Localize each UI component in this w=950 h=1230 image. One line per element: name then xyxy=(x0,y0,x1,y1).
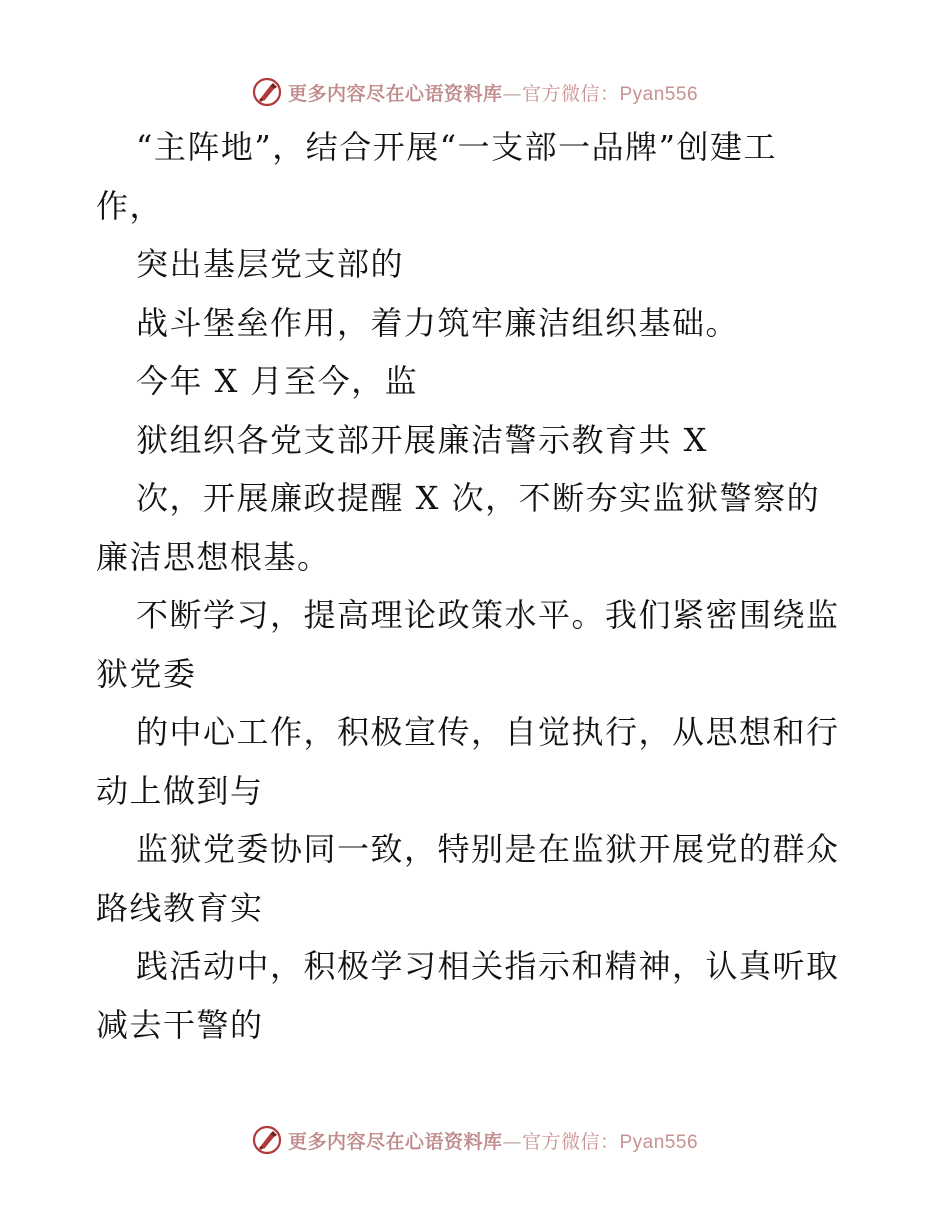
header-dash: — xyxy=(502,82,522,105)
text-line: 监狱党委协同一致，特别是在监狱开展党的群众 xyxy=(136,830,840,868)
text-line: 狱党委 xyxy=(96,654,197,693)
footer-banner xyxy=(0,1120,950,1160)
text-line: 减去干警的 xyxy=(96,1005,264,1044)
header-prefix: 更多内容尽在心语资料库 xyxy=(287,82,503,105)
body-text xyxy=(96,118,866,1054)
footer-text xyxy=(288,1127,698,1154)
text-line: 廉洁思想根基。 xyxy=(96,537,331,576)
header-banner xyxy=(0,72,950,112)
text-line: 践活动中，积极学习相关指示和精神，认真听取 xyxy=(136,947,840,985)
pen-nib-logo-icon xyxy=(252,1125,282,1155)
text-line: “主阵地”，结合开展“一支部一品牌”创建工 xyxy=(136,128,777,166)
text-line: 动上做到与 xyxy=(96,771,264,810)
text-line: 今年 X 月至今，监 xyxy=(136,362,419,400)
text-line: 不断学习，提高理论政策水平。我们紧密围绕监 xyxy=(136,596,840,634)
footer-prefix: 更多内容尽在心语资料库 xyxy=(287,1130,503,1153)
pen-nib-logo-icon xyxy=(252,77,282,107)
text-line: 狱组织各党支部开展廉洁警示教育共 X xyxy=(136,420,708,459)
text-line: 路线教育实 xyxy=(96,888,264,927)
text-line: 次，开展廉政提醒 X 次，不断夯实监狱警察的 xyxy=(136,479,821,517)
text-line: 的中心工作，积极宣传，自觉执行，从思想和行 xyxy=(136,713,840,751)
footer-dash: — xyxy=(502,1130,522,1153)
footer-wechat: 官方微信：Pyan556 xyxy=(522,1131,699,1153)
header-text xyxy=(288,79,698,106)
text-line: 战斗堡垒作用，着力筑牢廉洁组织基础。 xyxy=(136,303,740,342)
text-line: 作， xyxy=(96,186,164,225)
header-wechat: 官方微信：Pyan556 xyxy=(522,83,699,105)
text-line: 突出基层党支部的 xyxy=(136,245,405,283)
